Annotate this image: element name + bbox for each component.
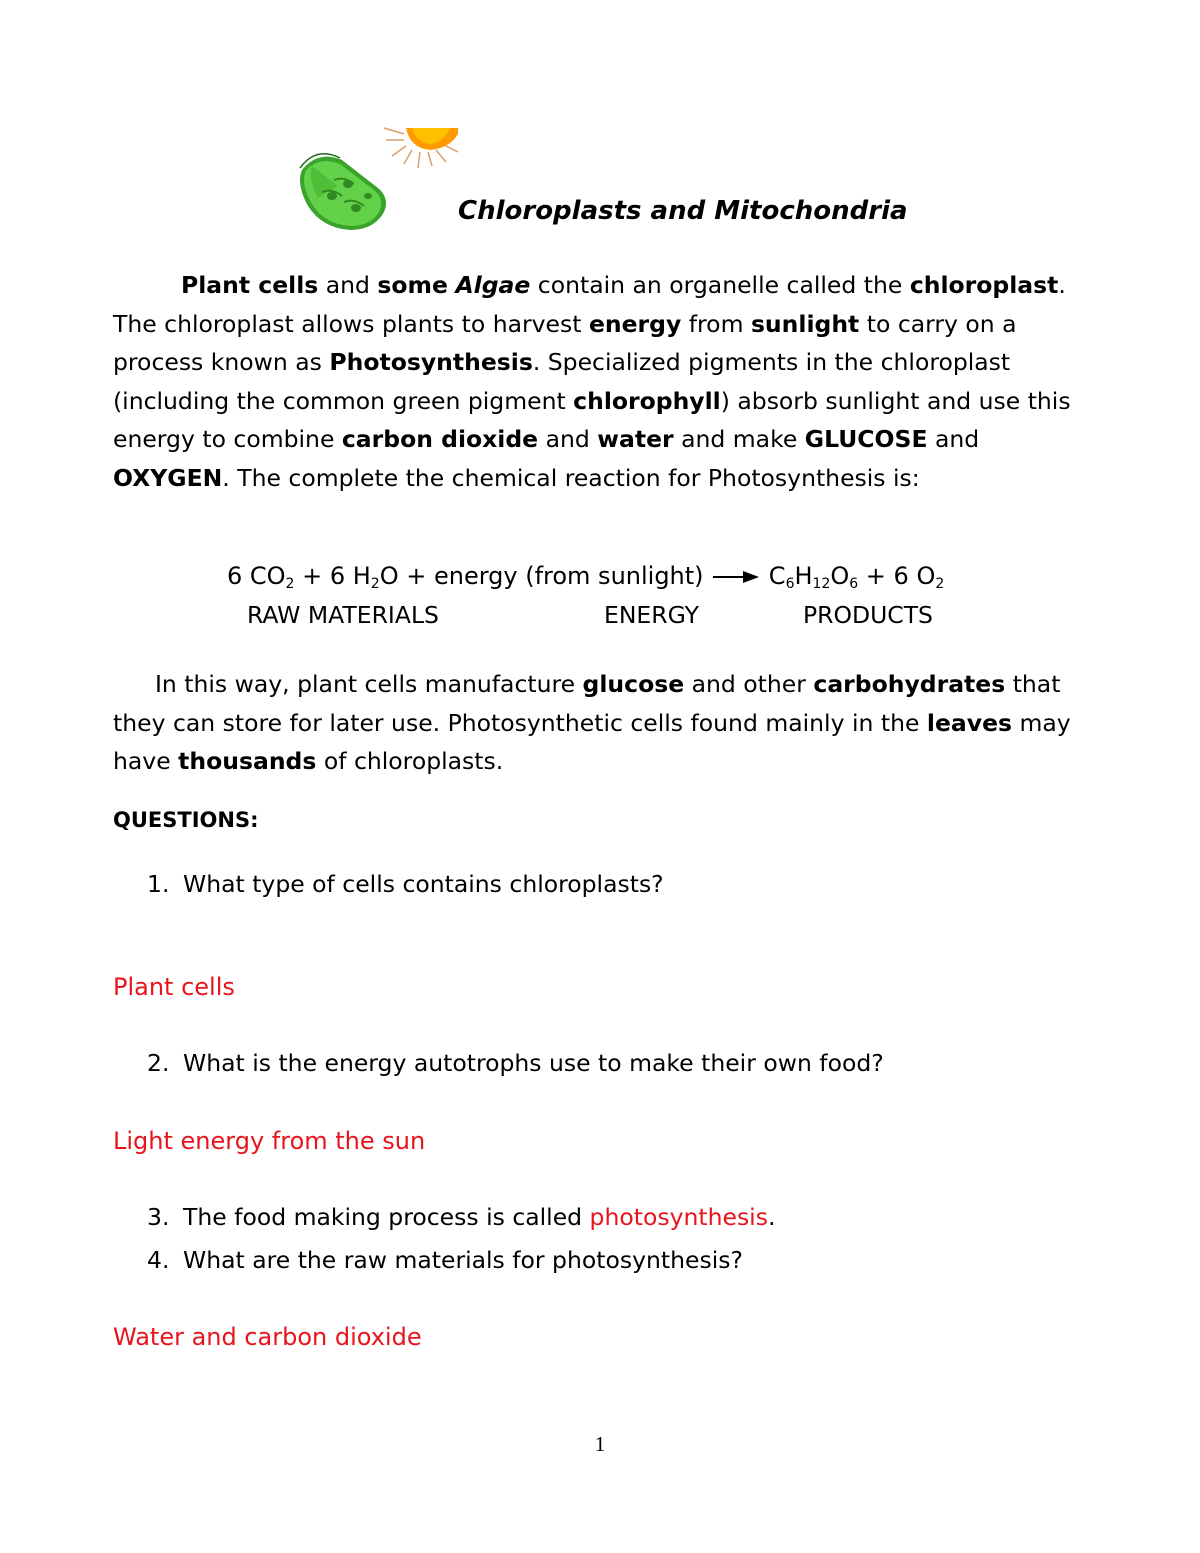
label-raw-materials: RAW MATERIALS (247, 601, 439, 629)
question-item: 1. What type of cells contains chloroplasts? (147, 870, 664, 898)
answer-text: Water and carbon dioxide (113, 1323, 422, 1351)
answer-text: Plant cells (113, 973, 235, 1001)
intro-paragraph: Plant cells and some Algae contain an organelle called the chloroplast. The chloroplast allows plants to harvest energy from sunlight to carry on a process known as Photosynthesis. Specialized pigments in the chloroplast (including the common green pigment chlorophyll) absorb sunlight and use this energy to combine carbon dioxide and water and make GLUCOSE and OXYGEN. The complete the chemical reaction for Photosynthesis is: (113, 271, 1071, 492)
reaction-arrow-icon (713, 570, 759, 584)
answer-text: Light energy from the sun (113, 1127, 426, 1155)
page-title: Chloroplasts and Mitochondria (458, 196, 908, 226)
question-item: 4. What are the raw materials for photosynthesis? (147, 1246, 743, 1274)
label-energy: ENERGY (604, 601, 699, 629)
photosynthesis-equation: 6 $CO_2 + 6$ $H_2O$ + energy (from sunlight) $C_6H_{12}O_6 + 6$ $O_2$ (227, 562, 945, 592)
question-item: 2. What is the energy autotrophs use to make their own food? (147, 1049, 884, 1077)
sun-icon (384, 128, 458, 168)
page-number: 1 (594, 1432, 606, 1456)
chloroplast-icon (300, 154, 386, 230)
question-item: 3. The food making process is called photosynthesis. (147, 1203, 776, 1231)
inline-answer: photosynthesis (589, 1203, 768, 1231)
chloroplast-sun-illustration (286, 126, 462, 232)
questions-heading: QUESTIONS: (113, 808, 259, 832)
label-products: PRODUCTS (803, 601, 933, 629)
storage-paragraph: In this way, plant cells manufacture glucose and other carbohydrates that they can store for later use. Photosynthetic cells found mainly in the leaves may have thousands of chloroplasts. (113, 670, 1071, 775)
